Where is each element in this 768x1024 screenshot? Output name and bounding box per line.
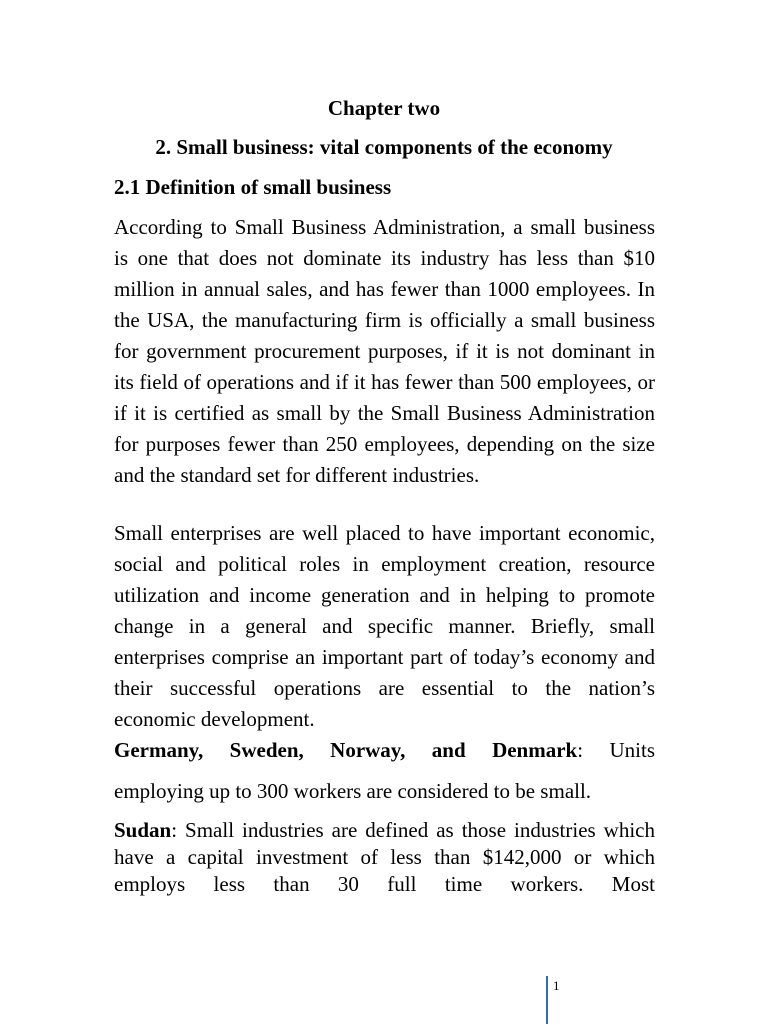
page-number-divider [546,976,548,1024]
paragraph-nordic-definition [114,735,655,766]
paragraph-sudan-definition [114,817,655,898]
paragraph-definition: According to Small Business Administration, a small business is one that does not dominate its industry has less than $10 million in annual sales, and has fewer than 1000 employees. In the USA, the manufacturing firm is officially a small business for government procurement purposes, if it is not dominant in its field of operations and if it has fewer than 500 employees, or if it is certified as small by the Small Business Administration for purposes fewer than 250 employees, depending on the size and the standard set for different industries. [114,215,655,487]
subsection-title: 2.1 Definition of small business [114,175,392,199]
paragraph-sudan-label: Sudan [114,818,172,842]
paragraph-nordic-label: Germany, Sweden, Norway, and Denmark [114,738,578,762]
paragraph-small-enterprises: Small enterprises are well placed to have important economic, social and political roles in employment creation, resource utilization and income generation and in helping to promote change in a general and specific manner. Briefly, small enterprises comprise an important part of today’s economy and their successful operations are essential to the nation’s economic development. [114,521,655,731]
paragraph-nordic-text-a: : Units [577,738,655,762]
page-number: 1 [553,978,560,993]
paragraph-nordic-continuation: employing up to 300 workers are considered to be small. [114,779,592,803]
section-title: 2. Small business: vital components of the economy [155,135,613,159]
chapter-title: Chapter two [327,96,441,120]
paragraph-sudan-text: : Small industries are defined as those industries which have a capital investment of less than $142,000 or which employs less than 30 full time workers. Most [114,818,655,896]
